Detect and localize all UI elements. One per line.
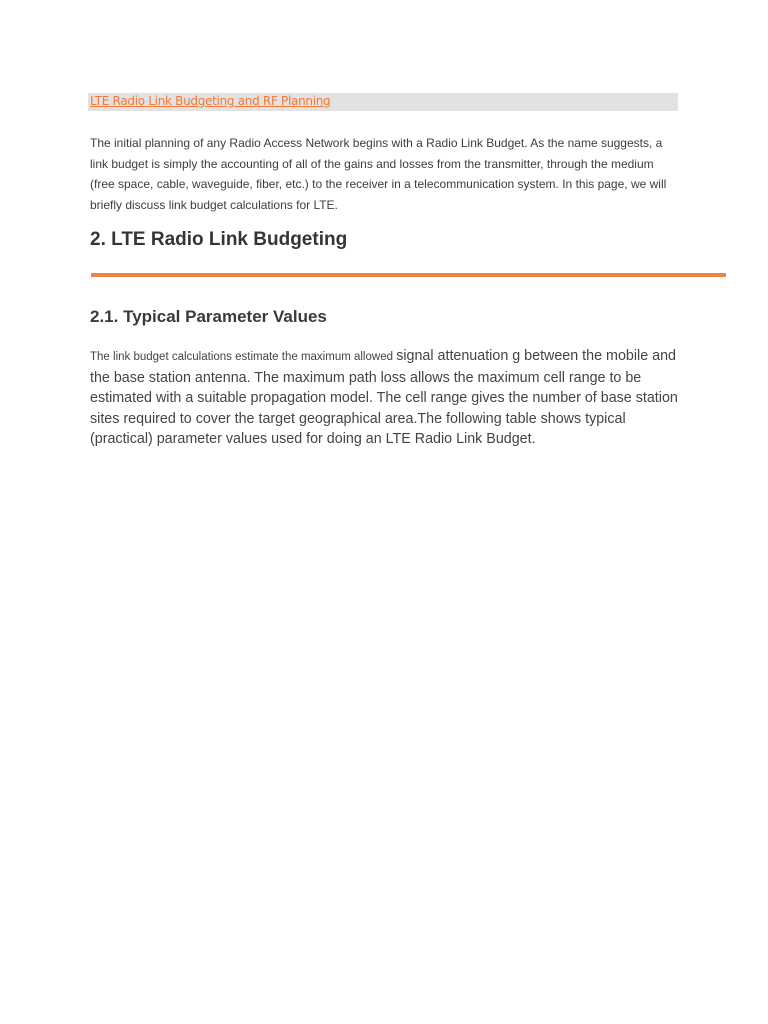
- intro-paragraph: The initial planning of any Radio Access Network begins with a Radio Link Budget. As the name suggests, a link budget is simply the accounting of all of the gains and losses from the transmitter, through the medium (free space, cable, waveguide, fiber, etc.) to the receiver in a telecommunication system. In this page, we will briefly discuss link budget calculations for LTE.: [90, 136, 667, 212]
- paragraph-small-text: The link budget calculations estimate the maximum allowed: [90, 351, 397, 363]
- subsection-paragraph: [90, 346, 680, 450]
- title-link[interactable]: LTE Radio Link Budgeting and RF Planning: [90, 94, 331, 108]
- title-bar: [88, 93, 678, 111]
- subsection-heading: 2.1. Typical Parameter Values: [90, 307, 327, 326]
- section-heading: 2. LTE Radio Link Budgeting: [90, 229, 348, 250]
- paragraph-main-text: signal attenuation g between the mobile and the base station antenna. The maximum path loss allows the maximum cell range to be estimated with a suitable propagation model. The cell range gives the number of base station sites required to cover the target geographical area.The following table shows typical (practical) parameter values used for doing an LTE Radio Link Budget.: [90, 348, 678, 448]
- section-divider: [91, 273, 726, 277]
